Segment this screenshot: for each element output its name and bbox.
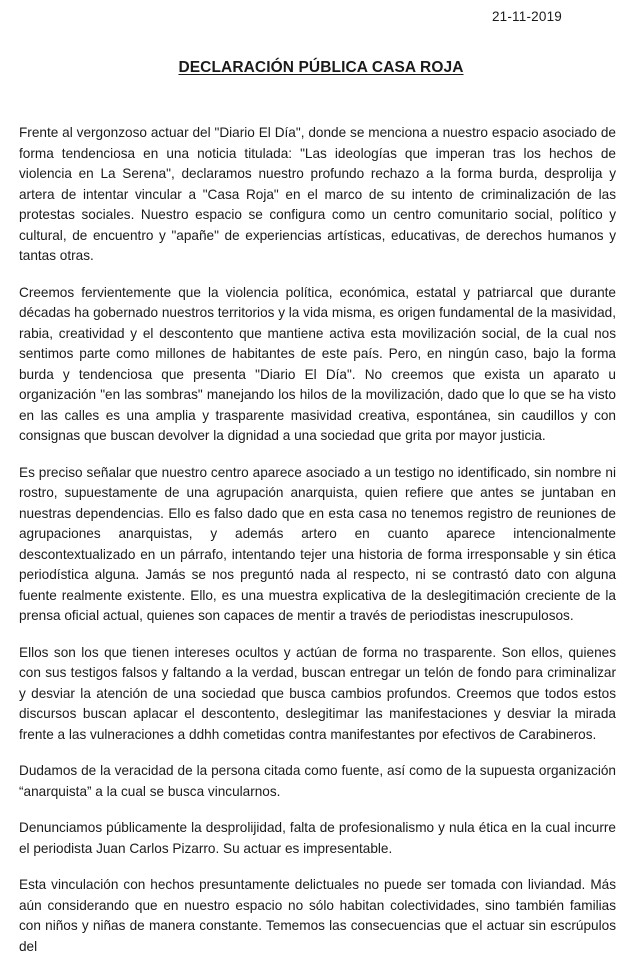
document-body — [19, 123, 616, 973]
paragraph-7: Esta vinculación con hechos presuntamente delictuales no puede ser tomada con liviandad. Más aún considerando que en nuestro espacio no sólo habitan colectividades, sino también familias con niños y niñas de manera constante. Tememos las consecuencias que el actuar sin escrúpulos del — [19, 877, 616, 954]
document-title: DECLARACIÓN PÚBLICA CASA ROJA — [178, 59, 464, 76]
paragraph-6: Denunciamos públicamente la desprolijidad, falta de profesionalismo y nula ética en la cual incurre el periodista Juan Carlos Pizarro. Su actuar es impresentable. — [19, 820, 616, 856]
paragraph-2: Creemos fervientemente que la violencia política, económica, estatal y patriarcal que durante décadas ha gobernado nuestros territorios y la vida misma, es origen fundamental de la masividad, rabia, creatividad y el descontento que mantiene activa esta movilización social, de la cual nos sentimos parte como millones de habitantes de este país. Pero, en ningún caso, bajo la forma burda y tendenciosa que presenta "Diario El Día". No creemos que exista un aparato u organización "en las sombras" manejando los hilos de la movilización, dado que lo que se ha visto en las calles es una amplia y trasparente masividad creativa, espontánea, sin caudillos y con consignas que buscan devolver la dignidad a una sociedad que grita por mayor justicia. — [19, 284, 616, 443]
paragraph-1: Frente al vergonzoso actuar del "Diario El Día", donde se menciona a nuestro espacio asociado de forma tendenciosa en una noticia titulada: "Las ideologías que imperan tras los hechos de violencia en La Serena", declaramos nuestro profundo rechazo a la forma burda, desprolija y artera de intentar vincular a "Casa Roja" en el marco de su intento de criminalización de las protestas sociales. Nuestro espacio se configura como un centro comunitario social, político y cultural, de encuentro y "apañe" de experiencias artísticas, educativas, de derechos humanos y tantas otras. — [19, 125, 616, 263]
document-date: 21-11-2019 — [491, 9, 562, 24]
paragraph-4: Ellos son los que tienen intereses ocultos y actúan de forma no trasparente. Son ellos, quienes con sus testigos falsos y faltando a la verdad, buscan entregar un telón de fondo para criminalizar y desviar la atención de una sociedad que busca cambios profundos. Creemos que todos estos discursos buscan aplacar el descontento, deslegitimar las manifestaciones y desviar la mirada frente a las vulneraciones a ddhh cometidas contra manifestantes por efectivos de Carabineros. — [19, 644, 616, 742]
paragraph-5: Dudamos de la veracidad de la persona citada como fuente, así como de la supuesta organización “anarquista” a la cual se busca vincularnos. — [19, 763, 616, 799]
paragraph-3: Es preciso señalar que nuestro centro aparece asociado a un testigo no identificado, sin nombre ni rostro, supuestamente de una agrupación anarquista, quien refiere que antes se juntaban en nuestras dependencias. Ello es falso dado que en esta casa no tenemos registro de reuniones de agrupaciones anarquistas, y además artero en cuanto aparece intencionalmente descontextualizado en un párrafo, intentando tejer una historia de forma irresponsable y sin ética periodística alguna. Jamás se nos preguntó nada al respecto, ni se contrastó dato con alguna fuente realmente existente. Ello, es una muestra explicativa de la deslegitimación creciente de la prensa oficial actual, quienes son capaces de mentir a través de periodistas inescrupulosos. — [19, 464, 616, 623]
